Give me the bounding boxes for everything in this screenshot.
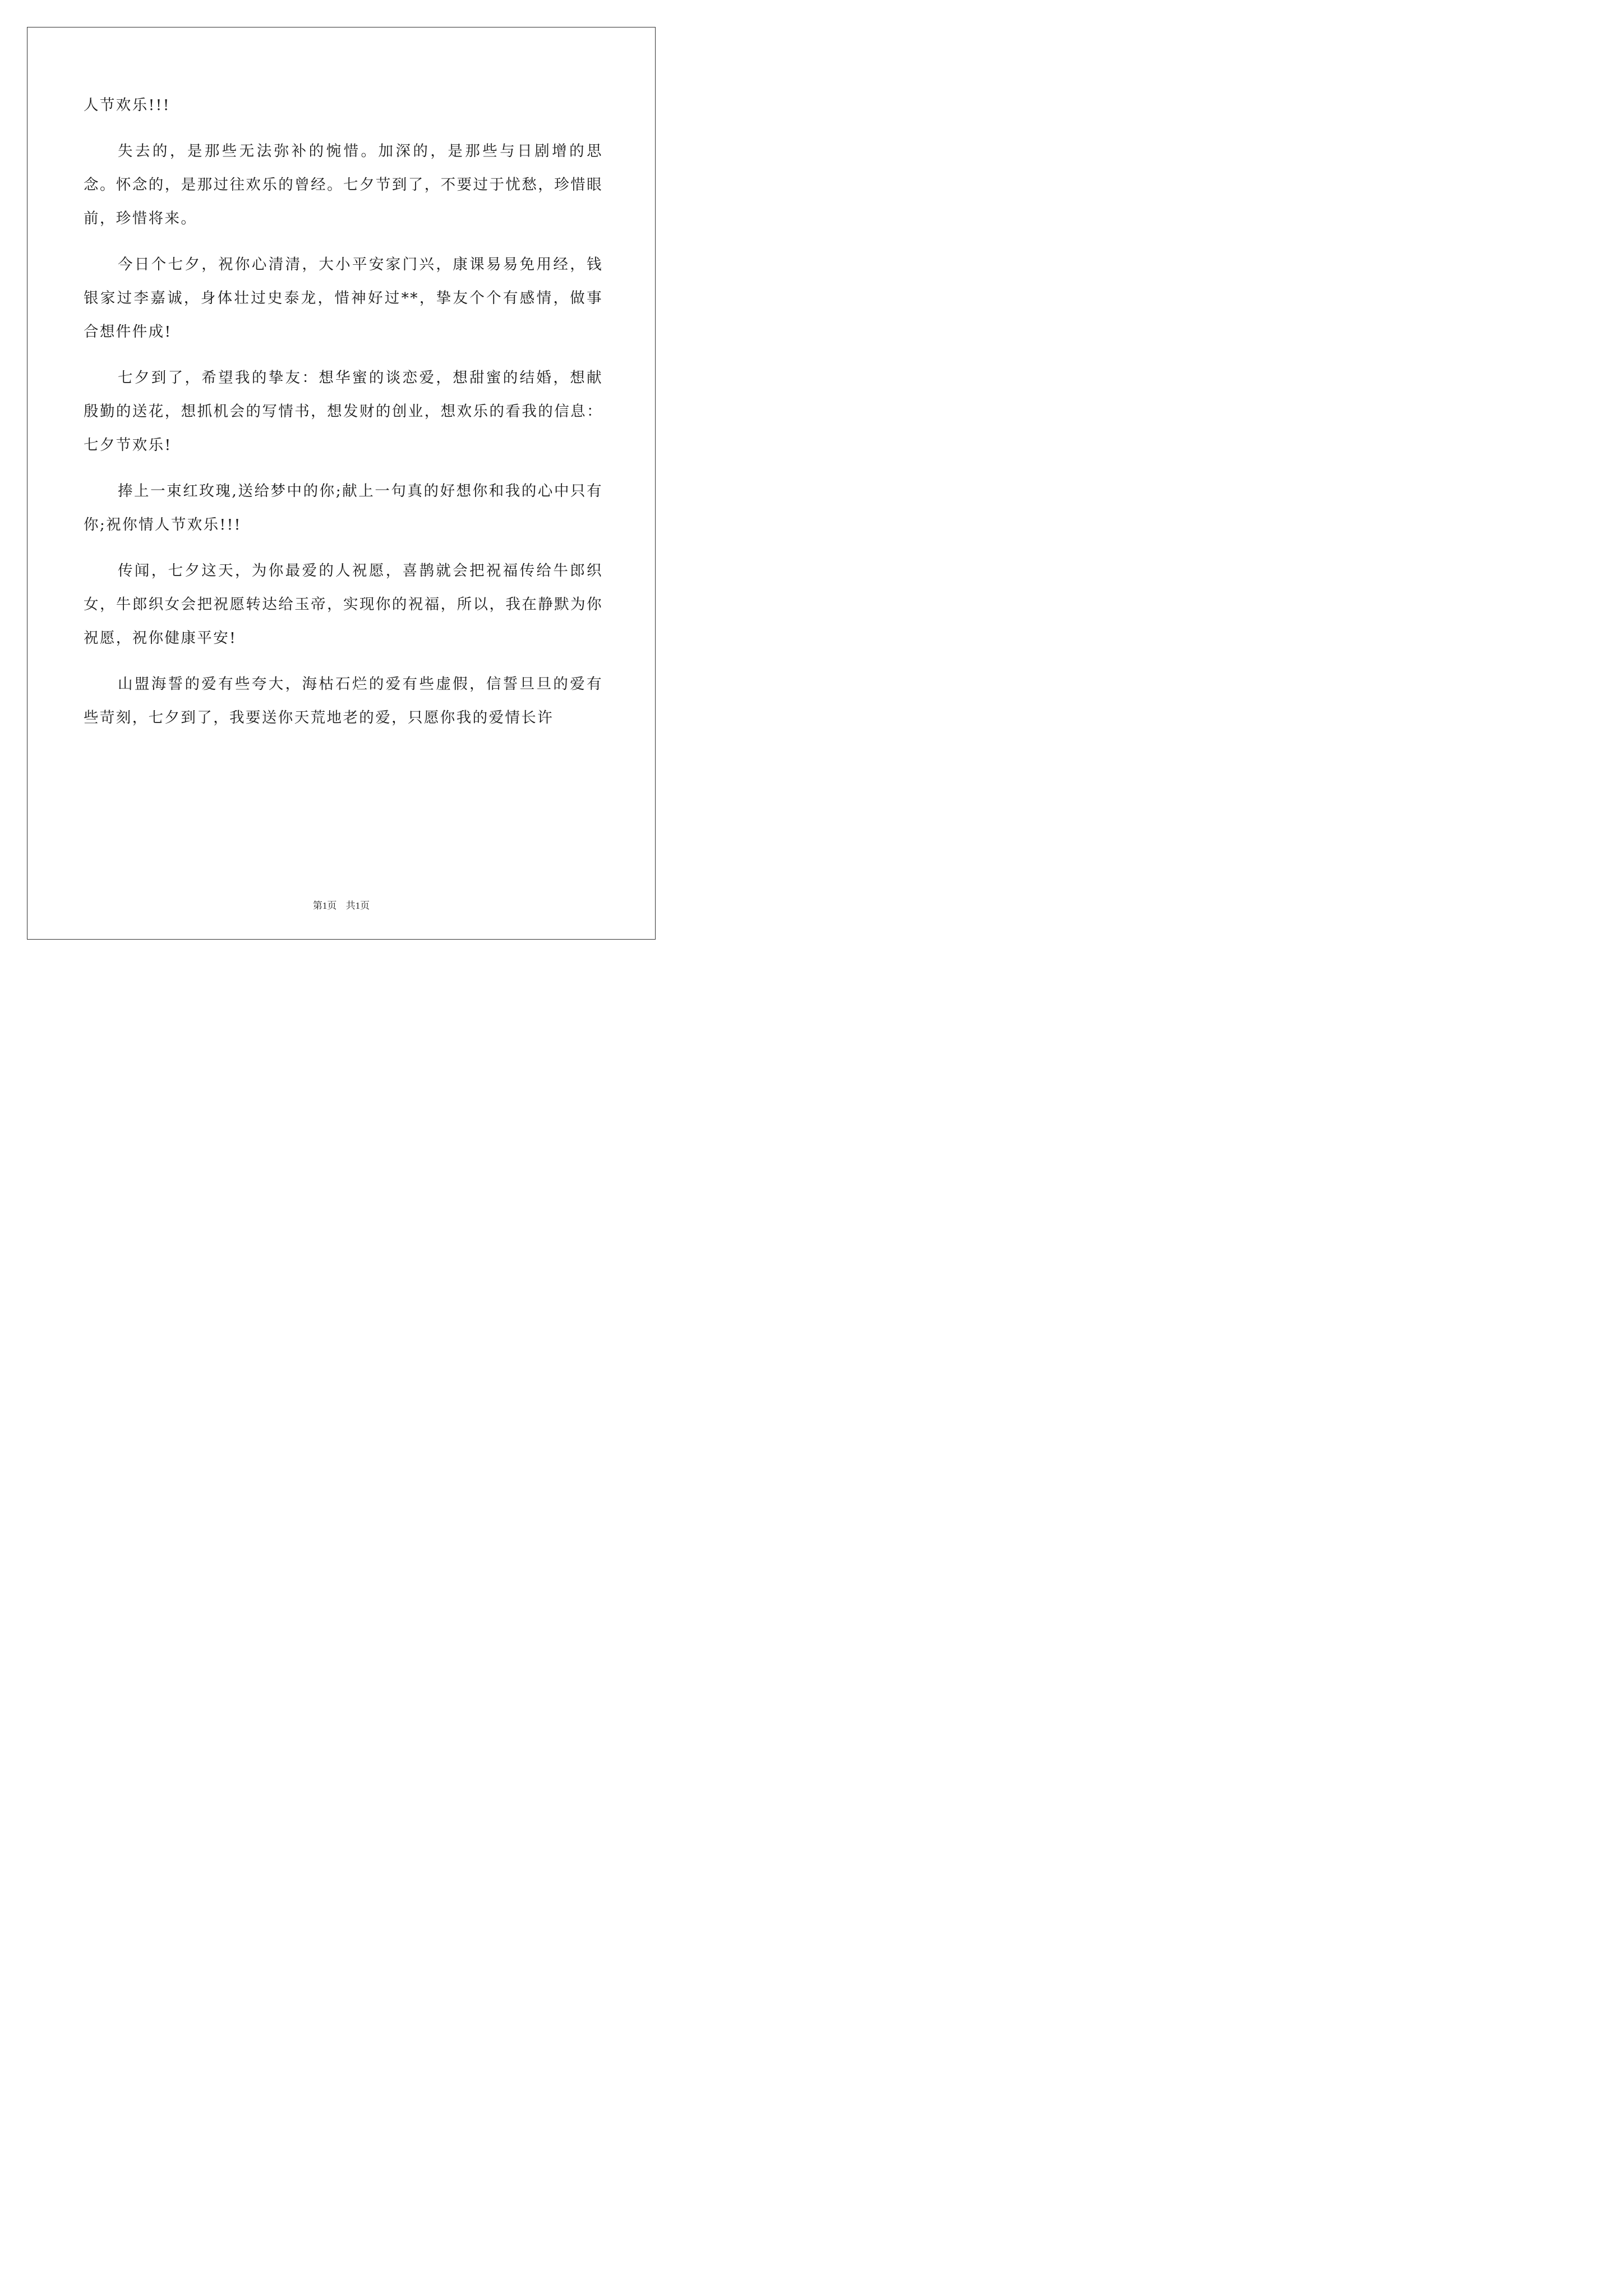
- paragraph-5: 捧上一束红玫瑰,送给梦中的你;献上一句真的好想你和我的心中只有你;祝你情人节欢乐!!!: [84, 482, 603, 533]
- paragraph-7: 山盟海誓的爱有些夸大，海枯石烂的爱有些虚假，信誓旦旦的爱有些苛刻，七夕到了，我要送你天荒地老的爱，只愿你我的爱情长许: [84, 675, 603, 726]
- page-footer: [0, 898, 683, 912]
- paragraph-6: 传闻，七夕这天，为你最爱的人祝愿，喜鹊就会把祝福传给牛郎织女，牛郎织女会把祝愿转达给玉帝，实现你的祝福，所以，我在静默为你祝愿，祝你健康平安!: [84, 562, 603, 647]
- page-number: 第1页: [312, 900, 337, 911]
- paragraph-2: 失去的，是那些无法弥补的惋惜。加深的，是那些与日剧增的思念。怀念的，是那过往欢乐的曾经。七夕节到了，不要过于忧愁，珍惜眼前，珍惜将来。: [84, 142, 603, 227]
- paragraph-3: 今日个七夕，祝你心清清，大小平安家门兴，康课易易免用经，钱银家过李嘉诚，身体壮过史泰龙，惜神好过**，挚友个个有感情，做事合想件件成!: [84, 256, 603, 341]
- page-total: 共1页: [345, 900, 370, 911]
- paragraph-4: 七夕到了，希望我的挚友：想华蜜的谈恋爱，想甜蜜的结婚，想献殷勤的送花，想抓机会的写情书，想发财的创业，想欢乐的看我的信息：七夕节欢乐!: [84, 369, 603, 454]
- document-body: [84, 89, 603, 747]
- paragraph-1: 人节欢乐!!!: [84, 96, 170, 114]
